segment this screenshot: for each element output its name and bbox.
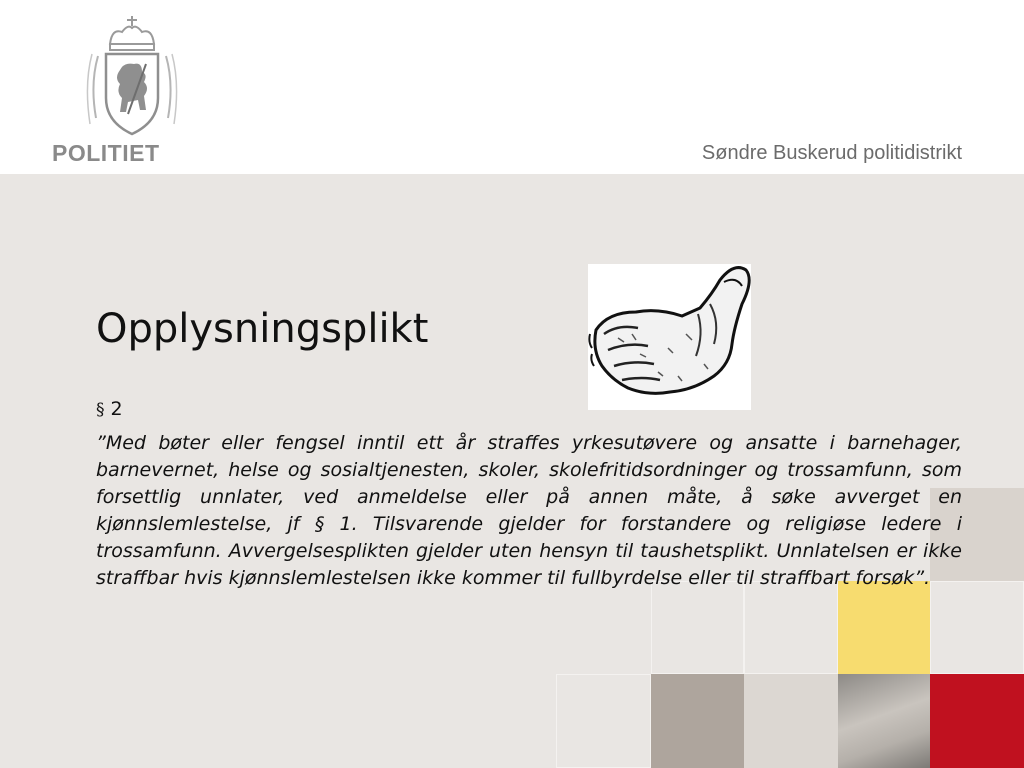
decor-tile	[651, 581, 744, 674]
section-number: 2	[110, 398, 123, 420]
section-reference	[96, 398, 123, 420]
section-symbol: §	[96, 400, 105, 420]
decor-tile	[556, 674, 651, 768]
hand-gesture-illustration-icon	[588, 264, 751, 410]
decor-tile	[744, 581, 838, 674]
decor-tile	[930, 581, 1024, 674]
decor-tile	[930, 674, 1024, 768]
decor-tile	[651, 674, 744, 768]
decor-tile	[744, 674, 838, 768]
slide-title: Opplysningsplikt	[96, 306, 429, 352]
law-quote-text: ”Med bøter eller fengsel inntil ett år straffes yrkesutøvere og ansatte i barnehager, barnevernet, helse og sosialtjenesten, skoler, skolefritidsordninger og trossamfunn, som forsettlig unnlater, ved anmeldelse eller på annen måte, å søke avverget en kjønnslemlestelse, jf § 1. Tilsvarende gjelder for forstandere og religiøse ledere i trossamfunn. Avvergelsesplikten gjelder uten hensyn til taushetsplikt. Unnlatelsen er ikke straffbar hvis kjønnslemlestelsen ikke kommer til fullbyrdelse eller til straffbart forsøk”.	[96, 432, 962, 589]
decor-photo-tile	[838, 674, 930, 768]
district-name: Søndre Buskerud politidistrikt	[701, 142, 962, 164]
logo-wordmark: POLITIET	[52, 140, 160, 166]
slide-header	[0, 0, 1024, 174]
decor-tile	[838, 581, 930, 674]
coat-of-arms-icon	[84, 14, 180, 140]
